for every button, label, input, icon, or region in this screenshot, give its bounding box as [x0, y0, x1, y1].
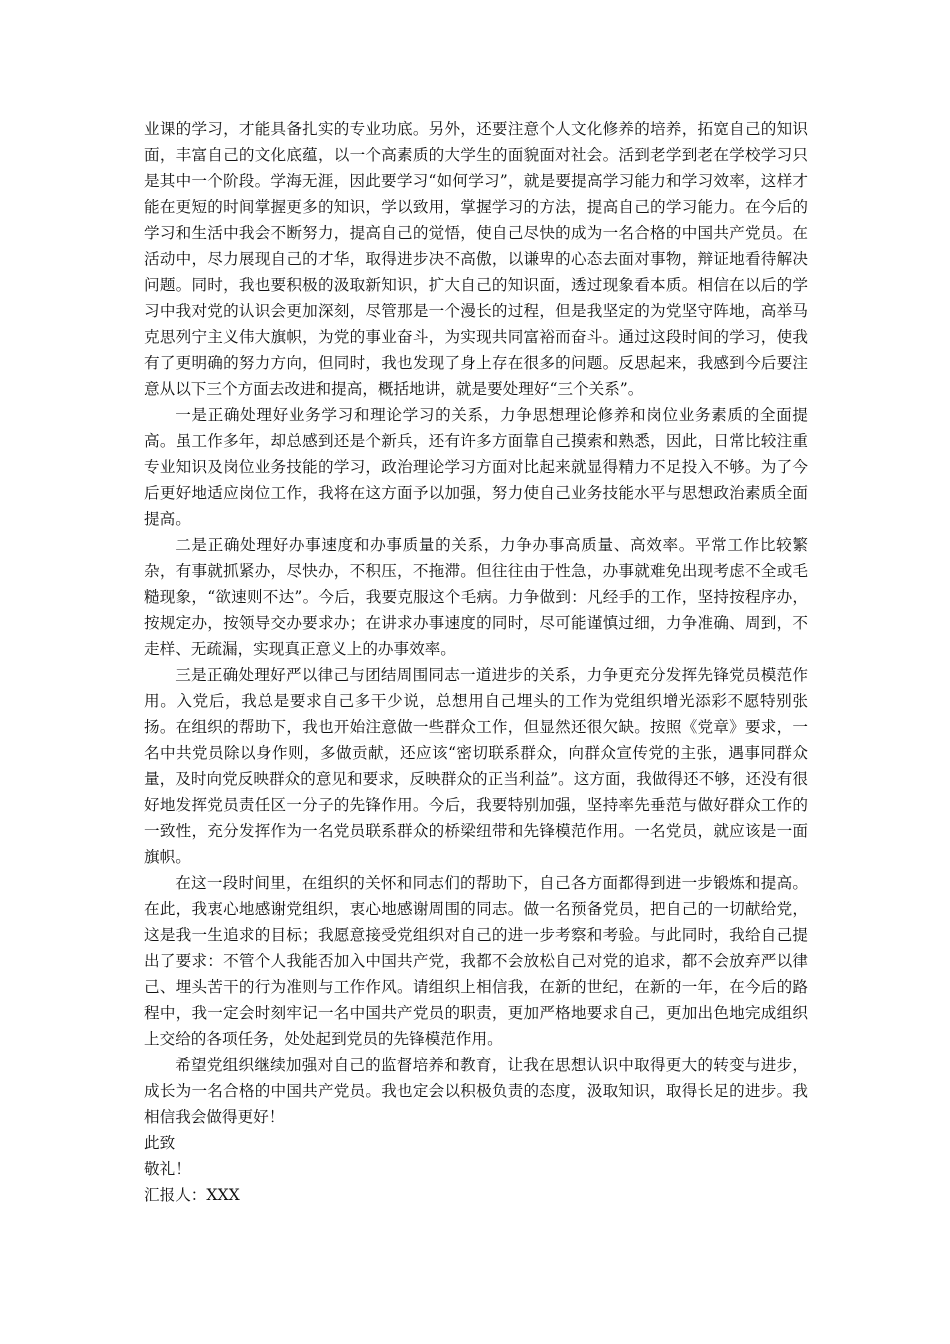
paragraph-hope: 希望党组织继续加强对自己的监督培养和教育，让我在思想认识中取得更大的转变与进步，成长为一名合格的中国共产党员。我也定会以积极负责的态度，汲取知识，取得长足的进步。我相信我会做得更好！	[144, 1056, 808, 1126]
paragraph-continued: 业课的学习，才能具备扎实的专业功底。另外，还要注意个人文化修养的培养，拓宽自己的知识面，丰富自己的文化底蕴，以一个高素质的大学生的面貌面对社会。活到老学到老在学校学习只是其中一个阶段。学海无涯，因此要学习“如何学习”，就是要提高学习能力和学习效率，这样才能在更短的时间掌握更多的知识，学以致用，掌握学习的方法，提高自己的学习能力。在今后的学习和生活中我会不断努力，提高自己的觉悟，使自己尽快的成为一名合格的中国共产党员。在活动中，尽力展现自己的才华，取得进步决不高傲，以谦卑的心态去面对事物，辩证地看待解决问题。同时，我也要积极的汲取新知识，扩大自己的知识面，透过现象看本质。相信在以后的学习中我对党的认识会更加深刻，尽管那是一个漫长的过程，但是我坚定的为党坚守阵地，高举马克思列宁主义伟大旗帜，为党的事业奋斗，为实现共同富裕而奋斗。通过这段时间的学习，使我有了更明确的努力方向，但同时，我也发现了身上存在很多的问题。反思起来，我感到今后要注意从以下三个方面去改进和提高，概括地讲，就是要处理好“三个关系”。	[144, 120, 808, 398]
signature: 汇报人：XXX	[144, 1186, 240, 1204]
paragraph-relation-three: 三是正确处理好严以律己与团结周围同志一道进步的关系，力争更充分发挥先锋党员模范作用。入党后，我总是要求自己多干少说，总想用自己埋头的工作为党组织增光添彩不愿特别张扬。在组织的帮助下，我也开始注意做一些群众工作，但显然还很欠缺。按照《党章》要求，一名中共党员除以身作则，多做贡献，还应该“密切联系群众，向群众宣传党的主张，遇事同群众量，及时向党反映群众的意见和要求，反映群众的正当利益”。这方面，我做得还不够，还没有很好地发挥党员责任区一分子的先锋作用。今后，我要特别加强，坚持率先垂范与做好群众工作的一致性，充分发挥作为一名党员联系群众的桥梁纽带和先锋模范作用。一名党员，就应该是一面旗帜。	[144, 666, 808, 866]
paragraph-gratitude: 在这一段时间里，在组织的关怀和同志们的帮助下，自己各方面都得到进一步锻炼和提高。在此，我衷心地感谢党组织，衷心地感谢周围的同志。做一名预备党员，把自己的一切献给党，这是我一生追求的目标；我愿意接受党组织对自己的进一步考察和考验。与此同时，我给自己提出了要求：不管个人我能否加入中国共产党，我都不会放松自己对党的追求，都不会放弃严以律己、埋头苦干的行为准则与工作作风。请组织上相信我，在新的世纪，在新的一年，在今后的路程中，我一定会时刻牢记一名中国共产党员的职责，更加严格地要求自己，更加出色地完成组织上交给的各项任务，处处起到党员的先锋模范作用。	[144, 874, 808, 1048]
closing-salutation: 此致	[144, 1134, 176, 1152]
document-body	[144, 116, 808, 1208]
paragraph-relation-one: 一是正确处理好业务学习和理论学习的关系，力争思想理论修养和岗位业务素质的全面提高。虽工作多年，却总感到还是个新兵，还有许多方面靠自己摸索和熟悉，因此，日常比较注重专业知识及岗位业务技能的学习，政治理论学习方面对比起来就显得精力不足投入不够。为了今后更好地适应岗位工作，我将在这方面予以加强，努力使自己业务技能水平与思想政治素质全面提高。	[144, 406, 808, 528]
paragraph-relation-two: 二是正确处理好办事速度和办事质量的关系，力争办事高质量、高效率。平常工作比较繁杂，有事就抓紧办，尽快办，不积压，不拖滞。但往往由于性急，办事就难免出现考虑不全或毛糙现象，“欲速则不达”。今后，我要克服这个毛病。力争做到：凡经手的工作，坚持按程序办，按规定办，按领导交办要求办；在讲求办事速度的同时，尽可能谨慎过细，力争准确、周到，不走样、无疏漏，实现真正意义上的办事效率。	[144, 536, 808, 658]
closing-regards: 敬礼！	[144, 1160, 191, 1178]
